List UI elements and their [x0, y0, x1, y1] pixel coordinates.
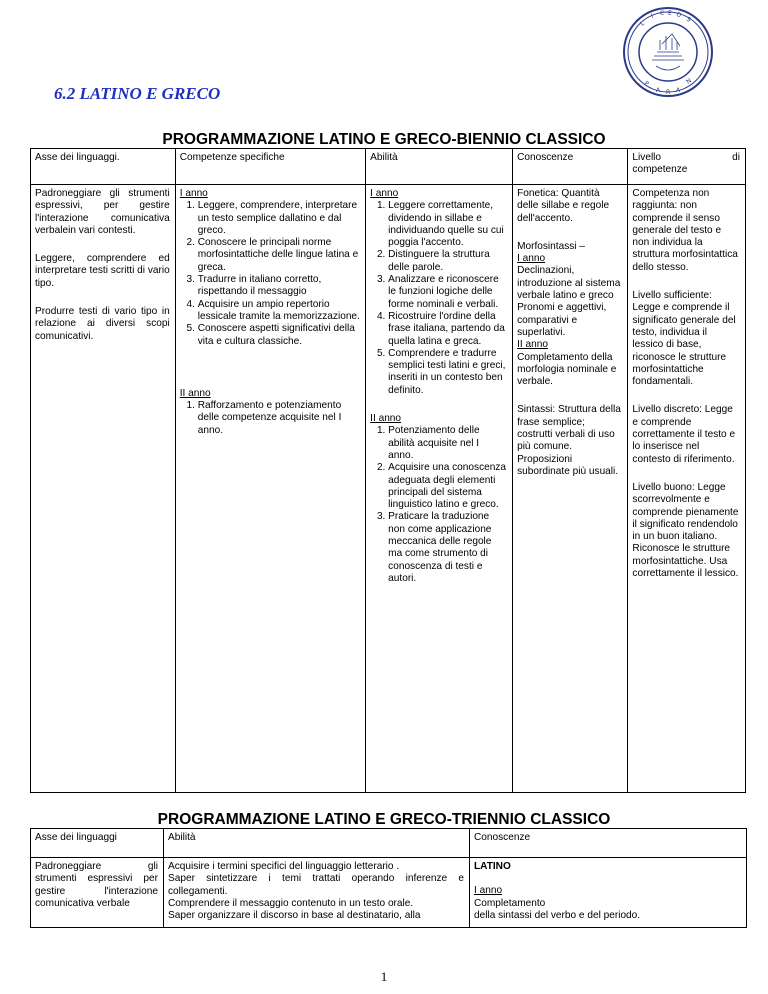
table1-title: PROGRAMMAZIONE LATINO E GRECO-BIENNIO CLASSICO [162, 131, 606, 148]
biennio-table [30, 148, 746, 793]
section-heading: 6.2 LATINO E GRECO [54, 84, 221, 103]
abilita-item: 1. Leggere correttamente, dividendo in sillabe e individuando quelle su cui poggia l'accento. [388, 200, 507, 249]
svg-text:A: A [676, 87, 681, 94]
table2-header-row [31, 829, 747, 858]
header-livello [628, 149, 746, 185]
abilita-item: 3. Praticare la traduzione non come applicazione meccanica delle regole ma come strumento di conoscenza di testi e autori. [388, 511, 507, 585]
table1-header-row [31, 149, 746, 185]
abilita-item: 2. Distinguere la struttura delle parole. [388, 249, 507, 274]
page-number: 1 [380, 969, 388, 984]
svg-text:P: P [642, 79, 650, 88]
conoscenze-year1: I anno [517, 253, 546, 265]
svg-text:C: C [660, 10, 665, 17]
svg-text:S: S [685, 15, 692, 24]
table1-body-row [31, 185, 746, 793]
abilita-item: 2. Acquisire una conoscenza adeguata degli elementi principali del sistema linguistico latino e greco. [388, 462, 507, 511]
abilita-year1: I anno [370, 188, 399, 199]
competenze-item: 1. Leggere, comprendere, interpretare un testo semplice dallatino e dal greco. [198, 200, 360, 237]
header-conoscenze: Conoscenze [513, 149, 628, 185]
t2-conoscenze-line: Completamento [474, 897, 546, 909]
table2-title: PROGRAMMAZIONE LATINO E GRECO-TRIENNIO CLASSICO [157, 811, 611, 828]
svg-text:N: N [685, 77, 693, 86]
svg-text:R: R [666, 89, 671, 96]
t2-conoscenze-label: LATINO [474, 861, 511, 872]
school-seal-logo [622, 6, 714, 98]
competenze-cell [175, 185, 365, 793]
asse-paragraph: Produrre testi di vario tipo in relazione ai diversi scopi comunicativi. [35, 306, 170, 342]
t2-header-conoscenze: Conoscenze [470, 829, 747, 858]
asse-paragraph: Padroneggiare gli strumenti espressivi, per gestire l'interazione comunicativa verbalein vari contesti. [35, 188, 170, 236]
header-abilita: Abilità [366, 149, 513, 185]
competenze-item: 5. Conoscere aspetti significativi della vita e cultura classiche. [198, 323, 360, 348]
competenze-year2: II anno [179, 387, 211, 399]
header-competenze: Competenze specifiche [175, 149, 365, 185]
t2-conoscenze-year: I anno [474, 885, 503, 897]
t2-conoscenze-cell [470, 858, 747, 928]
conoscenze-year2: II anno [517, 339, 548, 351]
conoscenze-morfosintassi [517, 241, 622, 389]
t2-abilita-line: Acquisire i termini specifici del linguaggio letterario . [168, 861, 400, 872]
conoscenze-morfo-label: Morfosintassi – [517, 240, 585, 252]
conoscenze-cell [513, 185, 628, 793]
t2-abilita-line: Saper sintetizzare i temi trattati operando inferenze e collegamenti. [168, 873, 464, 897]
header-livello-competenze: competenze [632, 164, 688, 176]
svg-text:I: I [650, 12, 655, 20]
conoscenze-sintassi: Sintassi: Struttura della frase semplice; costrutti verbali di uso più comune. Proposizioni subordinate più usuali. [517, 404, 621, 477]
competenze-year1: I anno [179, 188, 208, 199]
t2-header-asse: Asse dei linguaggi [31, 829, 164, 858]
abilita-item: 4. Ricostruire l'ordine della frase italiana, partendo da quella latina e greca. [388, 311, 507, 348]
svg-text:E: E [668, 10, 672, 17]
livello-item: Livello discreto: Legge e comprende correttamente il testo e lo inserisce nel contesto di riferimento. [632, 404, 736, 465]
competenze-item: 3. Tradurre in italiano corretto, rispettando il messaggio [198, 274, 360, 299]
header-livello-di: di [732, 152, 740, 163]
competenze-item: 1. Rafforzamento e potenziamento delle competenze acquisite nel I anno. [198, 400, 360, 437]
svg-text:O: O [675, 11, 682, 20]
t2-abilita-line: Comprendere il messaggio contenuto in un testo orale. [168, 897, 414, 909]
svg-text:A: A [656, 87, 661, 94]
abilita-cell [366, 185, 513, 793]
asse-paragraph: Leggere, comprendere ed interpretare testi scritti di vario tipo. [35, 253, 170, 289]
conoscenze-morfo1: Declinazioni, introduzione al sistema verbale latino e greco Pronomi e aggettivi, comparativi e superlativi. [517, 265, 621, 338]
triennio-table [30, 828, 747, 928]
header-livello-word: Livello [632, 152, 662, 163]
abilita-item: 5. Comprendere e tradurre semplici testi latini e greci, inseriti in un contesto ben definito. [388, 348, 507, 397]
t2-abilita-cell [164, 858, 470, 928]
asse-cell [31, 185, 176, 793]
table2-body-row [31, 858, 747, 928]
abilita-year2: II anno [370, 413, 402, 425]
competenze-item: 4. Acquisire un ampio repertorio lessicale tramite la memorizzazione. [198, 299, 360, 324]
abilita-item: 1. Potenziamento delle abilità acquisite nel I anno. [388, 425, 507, 462]
abilita-item: 3. Analizzare e riconoscere le funzioni logiche delle forme nominali e verbali. [388, 274, 507, 311]
svg-text:L: L [638, 20, 646, 28]
header-asse: Asse dei linguaggi. [31, 149, 176, 185]
livello-item: Competenza non raggiunta: non comprende il senso generale del testo e non individua la struttura morfosintattica dello stesso. [632, 188, 738, 273]
t2-asse-cell: Padroneggiare gli strumenti espressivi per gestire l'interazione comunicativa verbale [31, 858, 164, 928]
livello-item: Livello buono: Legge scorrevolmente e comprende pienamente il significato rendendolo in un buon italiano. Riconosce le strutture morfosintattiche. Usa correttamente il lessico. [632, 481, 739, 580]
livelli-cell [628, 185, 746, 793]
t2-conoscenze-line: della sintassi del verbo e del periodo. [474, 909, 641, 921]
conoscenze-fonetica: Fonetica: Quantità delle sillabe e regole dell'accento. [517, 188, 610, 224]
conoscenze-morfo2: Completamento della morfologia nominale e verbale. [517, 351, 617, 388]
livello-item: Livello sufficiente: Legge e comprende il significato generale del testo, individua il lessico di base, riconosce le strutture morfosintattiche fondamentali. [632, 290, 736, 388]
competenze-item: 2. Conoscere le principali norme morfosintattiche delle lingue latina e greca. [198, 237, 360, 274]
t2-abilita-line: Saper organizzare il discorso in base al destinatario, alla [168, 910, 421, 922]
t2-header-abilita: Abilità [164, 829, 470, 858]
